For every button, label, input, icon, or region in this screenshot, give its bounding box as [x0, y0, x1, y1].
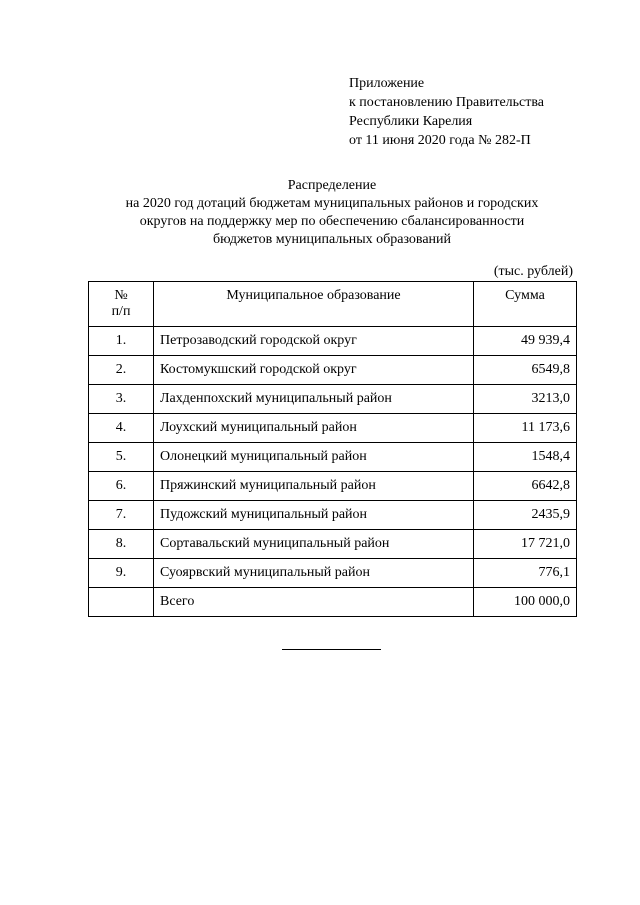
table-row: [89, 327, 577, 356]
table-header-row: [89, 282, 577, 327]
row-name: Лахденпохский муниципальный район: [154, 385, 474, 414]
row-num: 2.: [89, 356, 154, 385]
table-row: [89, 530, 577, 559]
row-num: 7.: [89, 501, 154, 530]
appendix-line: Приложение: [349, 76, 425, 91]
row-sum: 6549,8: [474, 356, 577, 385]
row-num: 1.: [89, 327, 154, 356]
title-heading: Распределение: [287, 178, 377, 193]
row-sum: 17 721,0: [474, 530, 577, 559]
separator-line: [282, 649, 381, 650]
distribution-table: [88, 281, 577, 617]
row-sum: 11 173,6: [474, 414, 577, 443]
row-num: 8.: [89, 530, 154, 559]
appendix-line: к постановлению Правительства: [349, 95, 545, 110]
document-title: [88, 177, 576, 249]
table-row: [89, 501, 577, 530]
appendix-block: [349, 74, 544, 150]
table-row: [89, 559, 577, 588]
header-sum: Сумма: [474, 282, 577, 327]
table-row: [89, 472, 577, 501]
appendix-line: от 11 июня 2020 года № 282-П: [349, 133, 531, 148]
row-sum: 1548,4: [474, 443, 577, 472]
row-name: Петрозаводский городской округ: [154, 327, 474, 356]
table-row: [89, 443, 577, 472]
row-num: 4.: [89, 414, 154, 443]
row-name: Костомукшский городской округ: [154, 356, 474, 385]
header-num-line2: п/п: [111, 304, 131, 319]
table-total-row: [89, 588, 577, 617]
row-name: Пряжинский муниципальный район: [154, 472, 474, 501]
row-name: Пудожский муниципальный район: [154, 501, 474, 530]
table-row: [89, 414, 577, 443]
units-label: (тыс. рублей): [493, 264, 573, 279]
total-num: [89, 588, 154, 617]
row-name: Лоухский муниципальный район: [154, 414, 474, 443]
row-name: Сортавальский муниципальный район: [154, 530, 474, 559]
row-sum: 3213,0: [474, 385, 577, 414]
row-sum: 49 939,4: [474, 327, 577, 356]
title-line: округов на поддержку мер по обеспечению сбалансированности: [139, 214, 525, 229]
table-row: [89, 385, 577, 414]
header-name: Муниципальное образование: [154, 282, 474, 327]
header-num: [89, 282, 154, 327]
row-num: 9.: [89, 559, 154, 588]
total-label: Всего: [154, 588, 474, 617]
row-name: Суоярвский муниципальный район: [154, 559, 474, 588]
row-sum: 6642,8: [474, 472, 577, 501]
row-sum: 2435,9: [474, 501, 577, 530]
title-line: на 2020 год дотаций бюджетам муниципальных районов и городских: [125, 196, 539, 211]
total-sum: 100 000,0: [474, 588, 577, 617]
appendix-line: Республики Карелия: [349, 114, 473, 129]
title-line: бюджетов муниципальных образований: [212, 232, 452, 247]
table-row: [89, 356, 577, 385]
row-num: 6.: [89, 472, 154, 501]
header-num-line1: №: [114, 288, 128, 303]
row-num: 5.: [89, 443, 154, 472]
row-name: Олонецкий муниципальный район: [154, 443, 474, 472]
row-sum: 776,1: [474, 559, 577, 588]
row-num: 3.: [89, 385, 154, 414]
